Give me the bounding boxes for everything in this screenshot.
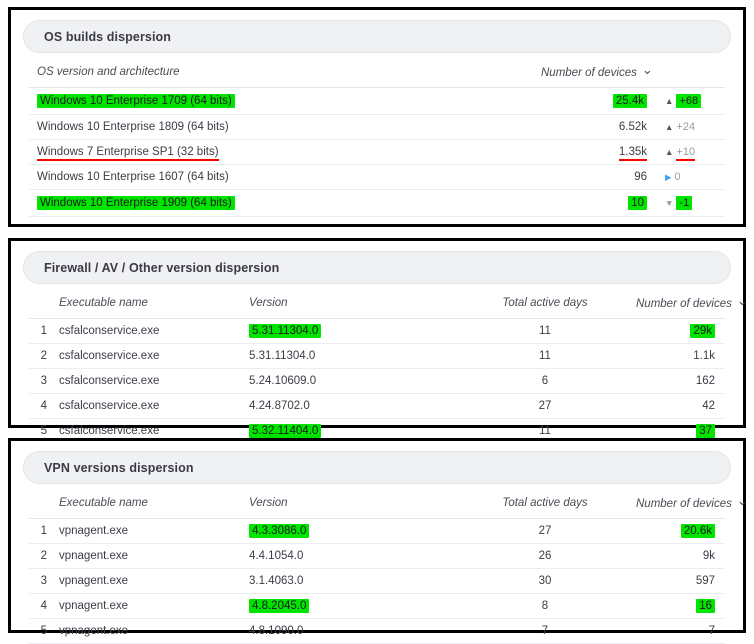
total-active-days: 26: [460, 544, 630, 569]
device-count-text: 20.6k: [681, 524, 715, 538]
row-index: 5: [29, 619, 55, 644]
table-row[interactable]: [29, 344, 725, 369]
executable-name: vpnagent.exe: [55, 569, 245, 594]
total-active-days: 27: [460, 519, 630, 544]
column-header-total-active-days[interactable]: Total active days: [460, 484, 630, 519]
row-index: 5: [29, 419, 55, 444]
os-device-count-text: 10: [628, 196, 647, 210]
row-index: 3: [29, 569, 55, 594]
device-count: 162: [630, 369, 725, 394]
os-device-count-text: 1.35k: [619, 146, 647, 161]
os-version-text: Windows 10 Enterprise 1709 (64 bits): [37, 94, 235, 108]
column-header-delta: [655, 53, 725, 88]
os-delta: [655, 165, 725, 190]
executable-name: vpnagent.exe: [55, 544, 245, 569]
row-index: 4: [29, 394, 55, 419]
row-index: 1: [29, 319, 55, 344]
table-row[interactable]: [29, 319, 725, 344]
table-row[interactable]: [29, 394, 725, 419]
total-active-days: 11: [460, 344, 630, 369]
total-active-days: 7: [460, 619, 630, 644]
table-vpn: [29, 484, 732, 644]
version-text: 4.8.2045.0: [249, 599, 309, 613]
os-device-count: [535, 88, 655, 115]
card-header-firewall: [23, 251, 731, 284]
trend-down-icon: [665, 197, 676, 209]
version-value: 5.31.11304.0: [245, 344, 460, 369]
device-count: 7: [630, 619, 725, 644]
version-text: 5.31.11304.0: [249, 324, 321, 338]
version-value: [245, 594, 460, 619]
table-header-row: [29, 53, 725, 88]
total-active-days: 11: [460, 419, 630, 444]
os-version-label: Windows 10 Enterprise 1809 (64 bits): [29, 115, 535, 140]
card-title-firewall: Firewall / AV / Other version dispersion: [44, 260, 280, 275]
os-device-count-text: 25.4k: [613, 94, 647, 108]
trend-up-icon: [665, 121, 676, 133]
os-version-label: [29, 190, 535, 217]
row-index: 1: [29, 519, 55, 544]
version-text: 5.32.11404.0: [249, 424, 321, 438]
trend-up-icon: [665, 146, 676, 158]
executable-name: csfalconservice.exe: [55, 394, 245, 419]
device-count: [630, 319, 725, 344]
os-delta: [655, 115, 725, 140]
device-count: 1.1k: [630, 344, 725, 369]
table-row[interactable]: [29, 519, 725, 544]
executable-name: csfalconservice.exe: [55, 369, 245, 394]
card-header-vpn: [23, 451, 731, 484]
version-text: 4.3.3086.0: [249, 524, 309, 538]
column-header-number-of-devices[interactable]: Number of devices ⌄: [630, 284, 725, 319]
table-firewall: [29, 284, 732, 444]
device-count-text: 37: [696, 424, 715, 438]
executable-name: csfalconservice.exe: [55, 344, 245, 369]
os-delta-text: -1: [676, 196, 692, 210]
total-active-days: 30: [460, 569, 630, 594]
table-header-row: [29, 484, 725, 519]
total-active-days: 27: [460, 394, 630, 419]
card-title-os-builds: OS builds dispersion: [44, 29, 172, 44]
card-vpn: [23, 451, 731, 644]
os-delta-text: +68: [676, 94, 701, 108]
card-os-builds: [23, 20, 731, 217]
os-device-count: [535, 140, 655, 165]
os-device-count: 96: [535, 165, 655, 190]
device-count-text: 16: [696, 599, 715, 613]
table-row[interactable]: [29, 569, 725, 594]
card-body-os-builds: [23, 53, 731, 217]
column-header-number-of-devices[interactable]: Number of devices ⌄: [630, 484, 725, 519]
card-header-os-builds: [23, 20, 731, 53]
device-count: 9k: [630, 544, 725, 569]
os-version-text: Windows 7 Enterprise SP1 (32 bits): [37, 146, 219, 161]
card-firewall: [23, 251, 731, 444]
version-value: 5.24.10609.0: [245, 369, 460, 394]
os-version-label: [29, 140, 535, 165]
table-row[interactable]: [29, 190, 725, 217]
card-title-vpn: VPN versions dispersion: [44, 460, 194, 475]
trend-flat-icon: [665, 171, 675, 183]
os-delta: [655, 88, 725, 115]
panel-firewall-av-other: [8, 238, 746, 437]
device-count-text: 29k: [690, 324, 715, 338]
os-delta-text: +10: [676, 146, 695, 161]
row-index: 2: [29, 544, 55, 569]
os-device-count: [535, 190, 655, 217]
version-value: [245, 519, 460, 544]
total-active-days: 6: [460, 369, 630, 394]
device-count: [630, 519, 725, 544]
row-index: 4: [29, 594, 55, 619]
executable-name: vpnagent.exe: [55, 619, 245, 644]
table-header-row: [29, 284, 725, 319]
executable-name: csfalconservice.exe: [55, 419, 245, 444]
table-row[interactable]: [29, 544, 725, 569]
column-header-executable-name[interactable]: Executable name: [55, 284, 245, 319]
total-active-days: 8: [460, 594, 630, 619]
device-count: 597: [630, 569, 725, 594]
column-header-number-of-devices[interactable]: Number of devices ⌄: [535, 53, 655, 88]
row-index: 3: [29, 369, 55, 394]
device-count: 42: [630, 394, 725, 419]
column-header-version[interactable]: Version: [245, 284, 460, 319]
os-delta-text: 0: [674, 171, 681, 183]
os-device-count: 6.52k: [535, 115, 655, 140]
table-row[interactable]: [29, 140, 725, 165]
card-body-firewall: [23, 284, 731, 444]
os-delta: [655, 190, 725, 217]
os-delta-text: +24: [676, 121, 696, 133]
card-body-vpn: [23, 484, 731, 644]
trend-up-icon: [665, 95, 676, 107]
column-header-os-version[interactable]: OS version and architecture: [29, 53, 535, 88]
os-version-label: [29, 88, 535, 115]
device-count: [630, 594, 725, 619]
executable-name: vpnagent.exe: [55, 594, 245, 619]
version-value: 4.24.8702.0: [245, 394, 460, 419]
table-os-builds: [29, 53, 725, 217]
version-value: 4.4.1054.0: [245, 544, 460, 569]
table-row[interactable]: [29, 88, 725, 115]
version-value: 4.8.1090.0: [245, 619, 460, 644]
column-header-version[interactable]: Version: [245, 484, 460, 519]
column-header-total-active-days[interactable]: Total active days: [460, 284, 630, 319]
table-row[interactable]: [29, 594, 725, 619]
version-value: 3.1.4063.0: [245, 569, 460, 594]
total-active-days: 11: [460, 319, 630, 344]
table-row[interactable]: [29, 369, 725, 394]
column-header-index: [29, 284, 55, 319]
panel-os-builds-dispersion: [8, 7, 746, 227]
column-header-index: [29, 484, 55, 519]
executable-name: csfalconservice.exe: [55, 319, 245, 344]
column-header-executable-name[interactable]: Executable name: [55, 484, 245, 519]
os-delta: [655, 140, 725, 165]
table-row[interactable]: [29, 115, 725, 140]
table-row[interactable]: [29, 165, 725, 190]
version-value: [245, 319, 460, 344]
panel-vpn-versions: [8, 438, 746, 637]
os-version-text: Windows 10 Enterprise 1909 (64 bits): [37, 196, 235, 210]
executable-name: vpnagent.exe: [55, 519, 245, 544]
os-version-label: Windows 10 Enterprise 1607 (64 bits): [29, 165, 535, 190]
row-index: 2: [29, 344, 55, 369]
